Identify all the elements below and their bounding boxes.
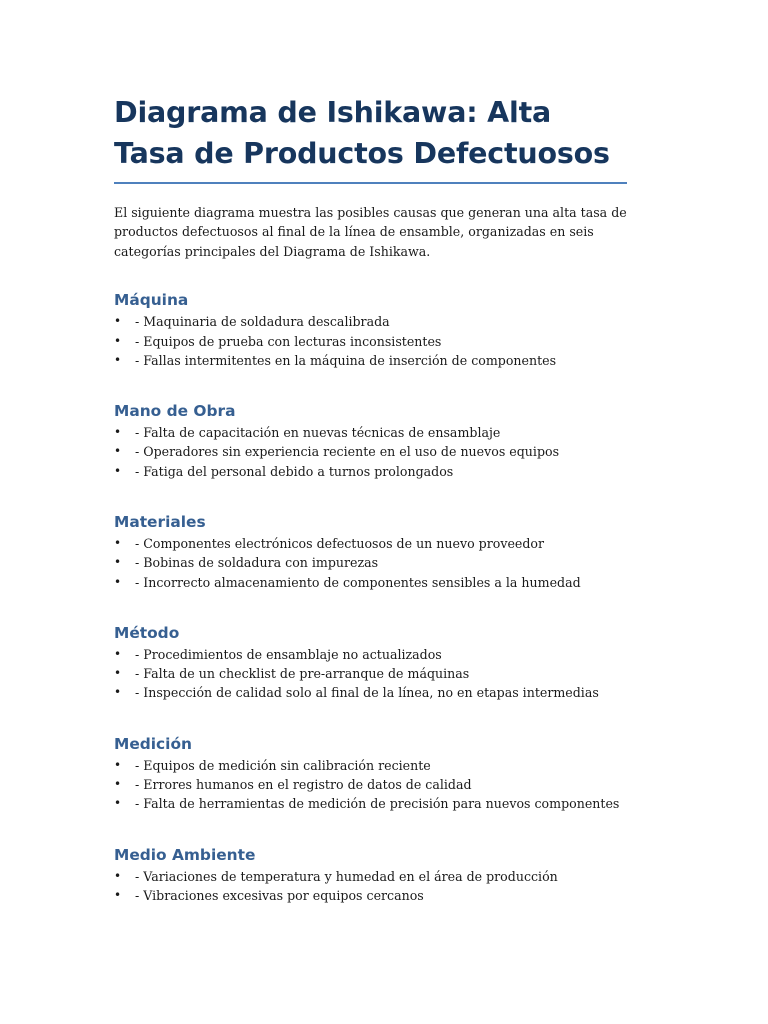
list-item — [114, 423, 627, 442]
sections-container — [114, 291, 627, 905]
list-item-text: - Fatiga del personal debido a turnos prolongados — [135, 463, 454, 479]
bullet-icon: • — [114, 777, 122, 792]
list-item — [114, 645, 627, 664]
list-item — [114, 462, 627, 481]
list-item-text: - Falta de herramientas de medición de precisión para nuevos componentes — [135, 796, 620, 812]
bullet-icon: • — [114, 574, 122, 589]
bullet-icon: • — [114, 425, 122, 440]
list-item-text: - Operadores sin experiencia reciente en el uso de nuevos equipos — [135, 444, 560, 460]
bullet-icon: • — [114, 685, 122, 700]
bullet-icon: • — [114, 463, 122, 478]
bullet-icon: • — [114, 666, 122, 681]
section-heading: Medio Ambiente — [114, 845, 256, 864]
bullet-icon: • — [114, 314, 122, 329]
document-page — [114, 92, 627, 905]
list-item-text: - Componentes electrónicos defectuosos de un nuevo proveedor — [135, 536, 545, 551]
section-heading: Medición — [114, 734, 192, 753]
list-item-text: - Vibraciones excesivas por equipos cercanos — [135, 887, 424, 903]
section-maquina — [114, 291, 627, 370]
list-item — [114, 886, 627, 905]
bullet-icon: • — [114, 757, 122, 772]
list-item — [114, 664, 627, 683]
bullet-icon: • — [114, 444, 122, 459]
section-heading: Máquina — [114, 291, 189, 310]
section-heading: Método — [114, 623, 180, 642]
intro-paragraph: El siguiente diagrama muestra las posibles causas que generan una alta tasa de productos defectuosos al final de la línea de ensamble, organizadas en seis categorías principales del Diagrama de Ishikawa. — [114, 205, 627, 259]
list-item-text: - Maquinaria de soldadura descalibrada — [135, 314, 390, 330]
bullet-icon: • — [114, 333, 122, 348]
section-materiales — [114, 513, 627, 592]
list-item — [114, 534, 627, 553]
section-mano-de-obra — [114, 402, 627, 481]
list-item-text: - Incorrecto almacenamiento de componentes sensibles a la humedad — [135, 574, 581, 590]
list-item — [114, 867, 627, 886]
bullet-list — [114, 423, 627, 481]
list-item — [114, 683, 627, 702]
list-item — [114, 332, 627, 351]
section-heading: Mano de Obra — [114, 402, 236, 421]
bullet-icon: • — [114, 646, 122, 661]
list-item-text: - Procedimientos de ensamblaje no actualizados — [135, 646, 442, 662]
section-metodo — [114, 624, 627, 703]
bullet-list — [114, 645, 627, 703]
list-item-text: - Bobinas de soldadura con impurezas — [135, 555, 379, 571]
list-item-text: - Falta de capacitación en nuevas técnicas de ensamblaje — [135, 425, 501, 441]
bullet-icon: • — [114, 796, 122, 811]
section-heading: Materiales — [114, 513, 206, 531]
list-item — [114, 553, 627, 572]
list-item-text: - Variaciones de temperatura y humedad en el área de producción — [135, 868, 558, 884]
list-item — [114, 442, 627, 461]
bullet-list — [114, 312, 627, 370]
bullet-icon: • — [114, 868, 122, 883]
bullet-icon: • — [114, 352, 122, 367]
section-medio-ambiente — [114, 846, 627, 906]
list-item-text: - Equipos de prueba con lecturas inconsistentes — [135, 333, 442, 349]
list-item — [114, 794, 627, 813]
bullet-list — [114, 534, 627, 592]
list-item-text: - Fallas intermitentes en la máquina de inserción de componentes — [135, 352, 557, 368]
bullet-list — [114, 867, 627, 906]
list-item — [114, 351, 627, 370]
bullet-icon: • — [114, 887, 122, 902]
list-item-text: - Falta de un checklist de pre-arranque de máquinas — [135, 666, 470, 682]
bullet-list — [114, 756, 627, 814]
list-item-text: - Errores humanos en el registro de datos de calidad — [135, 777, 472, 793]
list-item — [114, 756, 627, 775]
bullet-icon: • — [114, 536, 122, 550]
bullet-icon: • — [114, 555, 122, 570]
list-item-text: - Equipos de medición sin calibración reciente — [135, 757, 431, 773]
list-item — [114, 573, 627, 592]
section-medicion — [114, 735, 627, 814]
document-title: Diagrama de Ishikawa: Alta Tasa de Productos Defectuosos — [114, 92, 627, 184]
list-item-text: - Inspección de calidad solo al final de la línea, no en etapas intermedias — [135, 685, 599, 701]
list-item — [114, 312, 627, 331]
list-item — [114, 775, 627, 794]
